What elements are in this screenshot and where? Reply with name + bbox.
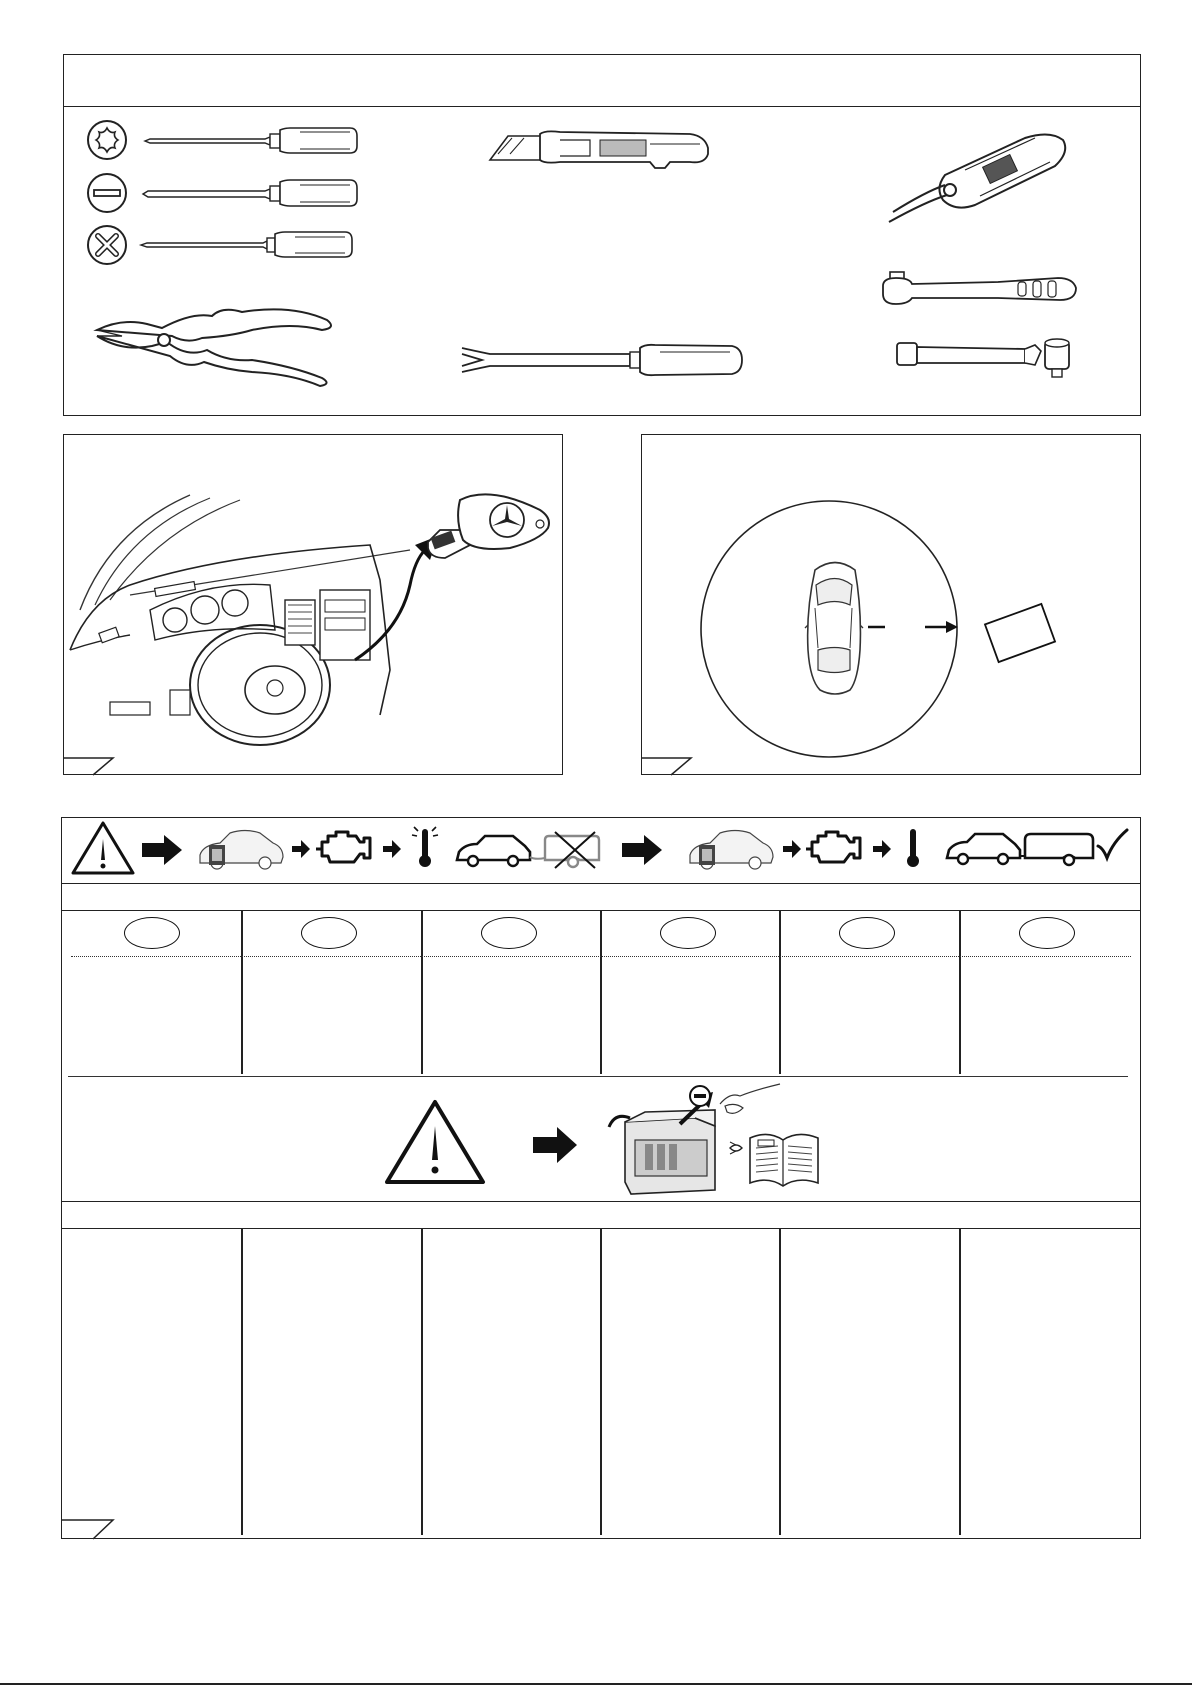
- dotted-rule: [71, 956, 1131, 957]
- column-divider: [241, 911, 243, 1074]
- column-divider: [779, 1229, 781, 1535]
- column-divider: [600, 1229, 602, 1535]
- column-divider: [779, 911, 781, 1074]
- language-oval: [481, 917, 537, 949]
- language-oval: [660, 917, 716, 949]
- language-oval: [1019, 917, 1075, 949]
- side-cutter-pliers-icon: [92, 300, 342, 390]
- arrow-right-icon-7: [533, 1127, 577, 1163]
- ratchet-wrench-icon: [878, 270, 1078, 310]
- figure-right-corner-tab: [641, 740, 701, 776]
- engine-check-icon-2: [806, 828, 862, 868]
- separator-rule: [68, 1076, 1128, 1077]
- column-divider: [959, 911, 961, 1074]
- arrow-right-icon-3: [383, 840, 401, 858]
- arrow-right-icon: [142, 835, 182, 865]
- car-trailer-crossed-icon: [455, 830, 605, 870]
- language-header-band-2: [61, 1201, 1141, 1229]
- column-divider: [600, 911, 602, 1074]
- wire-crimper-icon: [885, 130, 1075, 225]
- column-divider: [421, 911, 423, 1074]
- language-oval: [301, 917, 357, 949]
- car-trailer-ok-icon: [945, 828, 1095, 868]
- column-divider: [421, 1229, 423, 1535]
- lower-corner-tab: [61, 1502, 121, 1540]
- manual-book-icon: [728, 1128, 823, 1188]
- torx-screwdriver-icon: [85, 120, 365, 160]
- arrow-right-icon-4: [622, 835, 662, 865]
- arrow-right-icon-5: [783, 840, 801, 858]
- trim-removal-tool-icon: [460, 340, 745, 380]
- language-columns-upper: [61, 911, 1141, 1074]
- checkmark-icon: [1095, 828, 1129, 862]
- language-header-band: [61, 883, 1141, 911]
- warning-triangle-icon: [70, 820, 136, 875]
- column-divider: [959, 1229, 961, 1535]
- thermometer-icon-2: [903, 825, 923, 869]
- phillips-screwdriver-icon: [85, 225, 365, 265]
- language-oval: [839, 917, 895, 949]
- car-module-icon-2: [685, 825, 775, 873]
- warning-triangle-icon-2: [383, 1098, 487, 1186]
- car-card-illustration: [700, 500, 1085, 758]
- arrow-right-icon-2: [292, 840, 310, 858]
- flat-screwdriver-icon: [85, 173, 365, 213]
- tools-panel-header: [63, 54, 1141, 107]
- engine-check-icon: [316, 828, 372, 868]
- socket-extension-icon: [895, 335, 1075, 380]
- dashboard-key-illustration: [70, 490, 560, 715]
- thermometer-icon: [410, 823, 440, 869]
- language-columns-lower: [61, 1229, 1141, 1539]
- column-divider: [241, 1229, 243, 1535]
- arrow-right-icon-6: [873, 840, 891, 858]
- figure-left-corner-tab: [63, 740, 123, 776]
- language-oval: [124, 917, 180, 949]
- utility-knife-icon: [490, 130, 715, 175]
- car-module-icon: [195, 825, 285, 873]
